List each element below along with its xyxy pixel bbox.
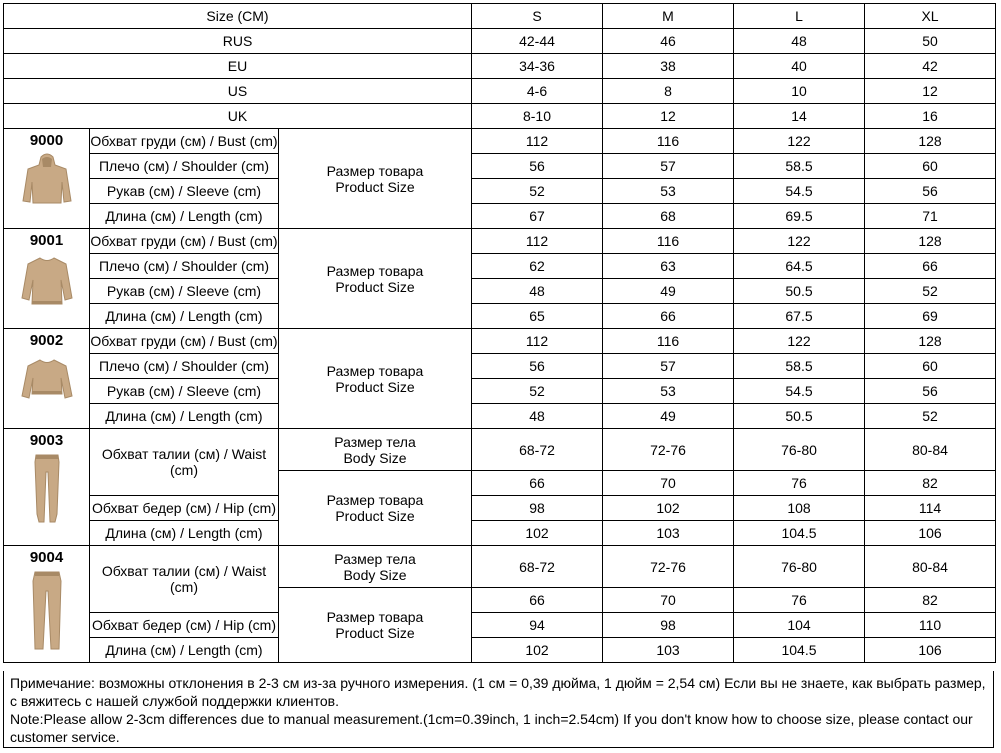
measurement-value: 57 <box>603 154 734 179</box>
measurement-row <box>4 404 996 429</box>
size-value: 8 <box>603 79 734 104</box>
body-value: 72-76 <box>603 546 734 588</box>
measurement-label: Плечо (см) / Shoulder (cm) <box>90 154 279 179</box>
measurement-label: Плечо (см) / Shoulder (cm) <box>90 354 279 379</box>
measurement-value: 114 <box>865 496 996 521</box>
product-cell <box>4 546 90 663</box>
size-xl-header: XL <box>865 4 996 29</box>
measurement-label: Длина (см) / Length (cm) <box>90 521 279 546</box>
measurement-label: Обхват груди (см) / Bust (cm) <box>90 129 279 154</box>
type-label-line: Product Size <box>335 378 415 395</box>
measurement-row <box>4 229 996 254</box>
product-cell <box>4 329 90 429</box>
waist-body-row <box>4 429 996 471</box>
size-value: 34-36 <box>472 54 603 79</box>
pants-icon <box>20 569 74 653</box>
type-label-line: Product Size <box>335 278 415 295</box>
measurement-value: 56 <box>472 154 603 179</box>
measurement-value: 66 <box>603 304 734 329</box>
size-value: 4-6 <box>472 79 603 104</box>
type-label-line: Размер товара <box>326 362 424 379</box>
measurement-value: 70 <box>603 588 734 613</box>
measurement-row <box>4 129 996 154</box>
measurement-row <box>4 279 996 304</box>
measurement-label: Обхват бедер (см) / Hip (cm) <box>90 496 279 521</box>
measurement-value: 57 <box>603 354 734 379</box>
measurement-value: 68 <box>603 204 734 229</box>
measurement-value: 98 <box>603 613 734 638</box>
size-m-header: M <box>603 4 734 29</box>
measurement-value: 104.5 <box>734 638 865 663</box>
size-value: 12 <box>865 79 996 104</box>
measurement-row <box>4 329 996 354</box>
measurement-row <box>4 521 996 546</box>
jogger-pants-icon <box>20 452 74 526</box>
measurement-value: 102 <box>603 496 734 521</box>
size-value: 10 <box>734 79 865 104</box>
size-value: 38 <box>603 54 734 79</box>
measurement-value: 98 <box>472 496 603 521</box>
measurement-value: 52 <box>865 279 996 304</box>
measurement-value: 106 <box>865 638 996 663</box>
measurement-value: 103 <box>603 638 734 663</box>
measurement-row <box>4 154 996 179</box>
measurement-note <box>3 671 994 748</box>
type-label-line: Body Size <box>343 566 407 583</box>
conversion-row-uk <box>4 104 996 129</box>
measurement-value: 58.5 <box>734 154 865 179</box>
measurement-value: 52 <box>472 179 603 204</box>
measurement-value: 67 <box>472 204 603 229</box>
measurement-value: 66 <box>472 588 603 613</box>
body-value: 76-80 <box>734 546 865 588</box>
header-row <box>4 4 996 29</box>
measurement-value: 94 <box>472 613 603 638</box>
size-l-header: L <box>734 4 865 29</box>
note-english: Note:Please allow 2-3cm differences due to manual measurement.(1cm=0.39inch, 1 inch=2.54cm) If you don't know how to choose size, please contact our customer service. <box>10 711 973 745</box>
measurement-value: 116 <box>603 329 734 354</box>
measurement-value: 71 <box>865 204 996 229</box>
measurement-row <box>4 354 996 379</box>
measurement-row <box>4 613 996 638</box>
measurement-value: 65 <box>472 304 603 329</box>
measurement-value: 104 <box>734 613 865 638</box>
measurement-value: 102 <box>472 521 603 546</box>
measurement-value: 56 <box>865 179 996 204</box>
type-label-line: Размер товара <box>326 609 424 625</box>
measurement-value: 108 <box>734 496 865 521</box>
measurement-value: 70 <box>603 471 734 496</box>
product-size-label <box>279 588 472 663</box>
measurement-row <box>4 254 996 279</box>
region-label: EU <box>4 54 472 79</box>
measurement-value: 82 <box>865 471 996 496</box>
measurement-value: 49 <box>603 404 734 429</box>
measurement-value: 50.5 <box>734 279 865 304</box>
measurement-value: 52 <box>472 379 603 404</box>
measurement-value: 122 <box>734 129 865 154</box>
measurement-value: 102 <box>472 638 603 663</box>
measurement-row <box>4 304 996 329</box>
measurement-value: 128 <box>865 129 996 154</box>
product-cell <box>4 129 90 229</box>
measurement-value: 103 <box>603 521 734 546</box>
size-s-header: S <box>472 4 603 29</box>
measurement-value: 53 <box>603 379 734 404</box>
measurement-value: 56 <box>865 379 996 404</box>
measurement-value: 112 <box>472 329 603 354</box>
product-cell <box>4 429 90 546</box>
product-code: 9001 <box>29 232 64 249</box>
measurement-value: 110 <box>865 613 996 638</box>
product-cell <box>4 229 90 329</box>
measurement-row <box>4 496 996 521</box>
product-code: 9000 <box>29 132 64 149</box>
waist-label: Обхват талии (см) / Waist (cm) <box>90 546 279 613</box>
measurement-value: 54.5 <box>734 179 865 204</box>
measurement-value: 49 <box>603 279 734 304</box>
product-size-label <box>279 471 472 546</box>
measurement-value: 53 <box>603 179 734 204</box>
size-value: 42-44 <box>472 29 603 54</box>
measurement-value: 52 <box>865 404 996 429</box>
conversion-row-rus <box>4 29 996 54</box>
measurement-label: Обхват бедер (см) / Hip (cm) <box>90 613 279 638</box>
measurement-value: 54.5 <box>734 379 865 404</box>
sweatshirt-icon <box>20 252 74 310</box>
size-value: 42 <box>865 54 996 79</box>
measurement-value: 76 <box>734 471 865 496</box>
measurement-label: Обхват груди (см) / Bust (cm) <box>90 229 279 254</box>
measurement-value: 64.5 <box>734 254 865 279</box>
product-code: 9003 <box>29 432 64 449</box>
region-label: US <box>4 79 472 104</box>
measurement-value: 82 <box>865 588 996 613</box>
measurement-value: 112 <box>472 129 603 154</box>
type-label-line: Размер товара <box>326 262 424 279</box>
measurement-value: 66 <box>472 471 603 496</box>
body-value: 68-72 <box>472 429 603 471</box>
measurement-value: 63 <box>603 254 734 279</box>
measurement-value: 128 <box>865 229 996 254</box>
measurement-label: Обхват груди (см) / Bust (cm) <box>90 329 279 354</box>
measurement-value: 69.5 <box>734 204 865 229</box>
measurement-value: 116 <box>603 229 734 254</box>
note-russian: Примечание: возможны отклонения в 2-3 см из-за ручного измерения. (1 см = 0,39 дюйма, 1 дюйм = 2,54 см) Если вы не знаете, как выбрать размер, с вяжитесь с нашей службой поддержки клиентов. <box>10 675 986 709</box>
measurement-value: 48 <box>472 404 603 429</box>
measurement-value: 112 <box>472 229 603 254</box>
measurement-label: Длина (см) / Length (cm) <box>90 204 279 229</box>
region-label: RUS <box>4 29 472 54</box>
measurement-value: 60 <box>865 354 996 379</box>
measurement-label: Плечо (см) / Shoulder (cm) <box>90 254 279 279</box>
body-value: 80-84 <box>865 546 996 588</box>
region-label: UK <box>4 104 472 129</box>
product-size-label <box>279 329 472 429</box>
type-label-line: Product Size <box>335 625 415 641</box>
measurement-value: 62 <box>472 254 603 279</box>
waist-body-row <box>4 546 996 588</box>
cropped-sweatshirt-icon <box>20 352 74 410</box>
size-header: Size (CM) <box>4 4 472 29</box>
product-code: 9002 <box>29 332 64 349</box>
size-value: 12 <box>603 104 734 129</box>
size-value: 40 <box>734 54 865 79</box>
type-label-line: Размер товара <box>326 162 424 179</box>
measurement-value: 60 <box>865 154 996 179</box>
waist-label: Обхват талии (см) / Waist (cm) <box>90 429 279 496</box>
conversion-row-us <box>4 79 996 104</box>
body-size-label <box>279 546 472 588</box>
measurement-value: 106 <box>865 521 996 546</box>
product-code: 9004 <box>29 549 64 566</box>
measurement-value: 67.5 <box>734 304 865 329</box>
measurement-label: Длина (см) / Length (cm) <box>90 304 279 329</box>
measurement-row <box>4 379 996 404</box>
measurement-value: 122 <box>734 229 865 254</box>
measurement-label: Рукав (см) / Sleeve (cm) <box>90 279 279 304</box>
measurement-row <box>4 638 996 663</box>
size-table <box>3 3 996 663</box>
measurement-label: Рукав (см) / Sleeve (cm) <box>90 179 279 204</box>
measurement-value: 48 <box>472 279 603 304</box>
measurement-value: 69 <box>865 304 996 329</box>
measurement-label: Длина (см) / Length (cm) <box>90 638 279 663</box>
measurement-row <box>4 204 996 229</box>
body-value: 72-76 <box>603 429 734 471</box>
type-label-line: Body Size <box>343 449 407 466</box>
measurement-label: Рукав (см) / Sleeve (cm) <box>90 379 279 404</box>
size-value: 50 <box>865 29 996 54</box>
measurement-value: 122 <box>734 329 865 354</box>
type-label-line: Размер тела <box>334 433 416 450</box>
body-value: 68-72 <box>472 546 603 588</box>
type-label-line: Product Size <box>335 178 415 195</box>
body-size-label <box>279 429 472 471</box>
type-label-line: Размер тела <box>334 550 416 567</box>
measurement-value: 56 <box>472 354 603 379</box>
size-value: 46 <box>603 29 734 54</box>
size-value: 8-10 <box>472 104 603 129</box>
measurement-value: 58.5 <box>734 354 865 379</box>
measurement-value: 128 <box>865 329 996 354</box>
type-label-line: Product Size <box>335 508 415 524</box>
product-size-label <box>279 129 472 229</box>
type-label-line: Размер товара <box>326 492 424 508</box>
measurement-value: 76 <box>734 588 865 613</box>
conversion-row-eu <box>4 54 996 79</box>
body-value: 80-84 <box>865 429 996 471</box>
measurement-row <box>4 179 996 204</box>
size-value: 48 <box>734 29 865 54</box>
body-value: 76-80 <box>734 429 865 471</box>
measurement-value: 50.5 <box>734 404 865 429</box>
product-size-label <box>279 229 472 329</box>
size-value: 16 <box>865 104 996 129</box>
size-value: 14 <box>734 104 865 129</box>
measurement-label: Длина (см) / Length (cm) <box>90 404 279 429</box>
measurement-value: 116 <box>603 129 734 154</box>
measurement-value: 66 <box>865 254 996 279</box>
measurement-value: 104.5 <box>734 521 865 546</box>
hoodie-icon <box>20 152 74 210</box>
